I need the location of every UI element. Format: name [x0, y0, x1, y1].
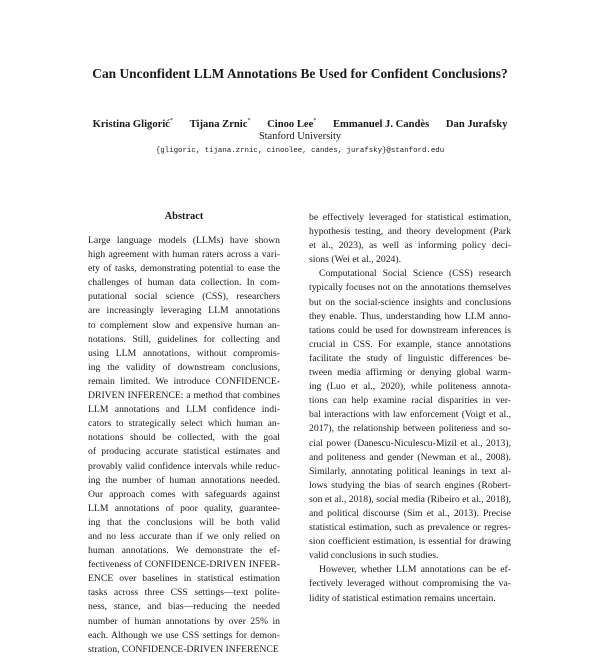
text-line: son et al., 2018), social media (Ribeiro et al., 2018),	[309, 493, 511, 505]
author-3: Cinoo Lee*	[267, 118, 317, 130]
text-line: provably valid confidence intervals while reduc-	[88, 460, 280, 472]
text-line: ENCE over baselines in statistical estimation	[88, 573, 280, 585]
text-line: hypothesis testing, and theory development (Park	[309, 226, 511, 238]
text-line: but on the social-science insights and conclusions	[309, 296, 511, 308]
text-line: be effectively leveraged for statistical estimation,	[309, 212, 511, 223]
author-2: Tijana Zrnic*	[189, 118, 251, 130]
text-line: crucial in CSS. For example, stance annotations	[309, 338, 511, 350]
abstract-heading: Abstract	[164, 211, 204, 222]
text-line: typically focuses not on the annotations themselves	[309, 282, 511, 294]
text-line: et al., 2023), as well as informing policy deci-	[309, 240, 511, 252]
author-list	[0, 118, 600, 130]
text-line: they enable. Thus, understanding how LLM anno-	[309, 310, 511, 322]
introduction-body	[309, 211, 511, 606]
text-line: 2017), the relationship between politeness and so-	[309, 423, 511, 435]
text-line: each. Although we use CSS settings for demon-	[88, 629, 280, 641]
affiliation: Stanford University	[258, 131, 342, 142]
text-line: lidity of statistical estimation remains uncertain.	[309, 592, 496, 604]
text-line: putational social science (CSS), researchers	[88, 291, 280, 303]
text-line: bal interactions with law enforcement (Voigt et al.,	[309, 409, 511, 421]
text-line: statistical estimation, such as prevalence or regres-	[309, 522, 511, 534]
author-5: Dan Jurafsky	[445, 119, 508, 130]
text-line: tations could be used for downstream inferences is	[309, 324, 511, 336]
text-line: However, whether LLM annotations can be ef-	[319, 564, 511, 576]
text-line: fectively leveraged without compromising the va-	[309, 578, 511, 590]
text-line: tasks across three CSS settings—text polite-	[88, 587, 280, 599]
text-line: valid conclusions in such studies.	[309, 550, 439, 562]
text-line: and politeness and gender (Newman et al., 2008).	[309, 451, 511, 463]
abstract-body	[88, 234, 280, 657]
text-line: stration, CONFIDENCE-DRIVEN INFERENCE	[88, 643, 279, 655]
text-line: of producing accurate statistical estimates and	[88, 446, 280, 458]
text-line: using LLM annotations, without compromis-	[88, 347, 280, 359]
text-line: tions can help examine racial disparities in ver-	[309, 395, 511, 407]
text-line: human annotations. We demonstrate the ef-	[88, 545, 280, 557]
text-line: ing (Luo et al., 2020), while politeness annota-	[309, 381, 511, 393]
text-line: challenges of human data collection. In com-	[88, 277, 280, 289]
text-line: DRIVEN INFERENCE: a method that combines	[88, 390, 280, 402]
text-line: tween media affirming or denying global warm-	[309, 367, 511, 379]
text-line: Computational Social Science (CSS) research	[319, 268, 511, 280]
text-line: ing the number of human annotations needed.	[88, 474, 280, 486]
text-line: LLM annotations of poor quality, guarantee-	[88, 502, 280, 514]
text-line: Large language models (LLMs) have shown	[88, 235, 280, 246]
text-line: and political discourse (Sim et al., 2013). Precise	[309, 507, 511, 519]
text-line: lows studying the bias of search engines (Robert-	[309, 479, 511, 491]
text-line: ing the validity of downstream conclusions,	[88, 361, 280, 373]
text-line: number of human annotations by over 25% in	[88, 615, 280, 627]
author-1: Kristina Gligorić*	[92, 118, 173, 130]
text-line: Our approach comes with safeguards against	[88, 488, 280, 500]
text-line: and no less accurate than if we only relied on	[88, 530, 280, 542]
text-line: high agreement with human raters across a vari-	[88, 249, 280, 261]
text-line: remain limited. We introduce CONFIDENCE-	[88, 375, 280, 387]
text-line: sion coefficient estimation, is essential for drawing	[309, 536, 511, 548]
text-line: notations should be collected, with the goal	[88, 432, 280, 444]
text-line: sions (Wei et al., 2024).	[309, 254, 402, 266]
text-line: Similarly, annotating political leanings in text al-	[309, 465, 511, 477]
paper-title: Can Unconfident LLM Annotations Be Used for Confident Conclusions?	[92, 66, 508, 81]
text-line: to complement slow and expensive human an-	[88, 319, 280, 331]
text-line: fectiveness of CONFIDENCE-DRIVEN INFER-	[88, 559, 280, 571]
text-line: cators to strategically select which human an-	[88, 418, 280, 430]
text-line: notations. Still, guidelines for collecting and	[88, 333, 280, 345]
text-line: ness, stance, and bias—reducing the needed	[88, 601, 280, 613]
text-line: cial power (Danescu-Niculescu-Mizil et al., 2013),	[309, 437, 511, 449]
text-line: LLM annotations and LLM confidence indi-	[88, 404, 280, 416]
text-line: ety of tasks, demonstrating potential to ease the	[88, 263, 280, 275]
text-line: are increasingly leveraging LLM annotations	[88, 305, 280, 317]
text-line: facilitate the study of linguistic differences be-	[309, 352, 511, 364]
author-emails: {gligoric, tijana.zrnic, cinoolee, candes, jurafsky}@stanford.edu	[155, 147, 445, 155]
author-4: Emmanuel J. Candès	[332, 119, 430, 130]
text-line: ing that the conclusions will be both valid	[88, 516, 280, 528]
